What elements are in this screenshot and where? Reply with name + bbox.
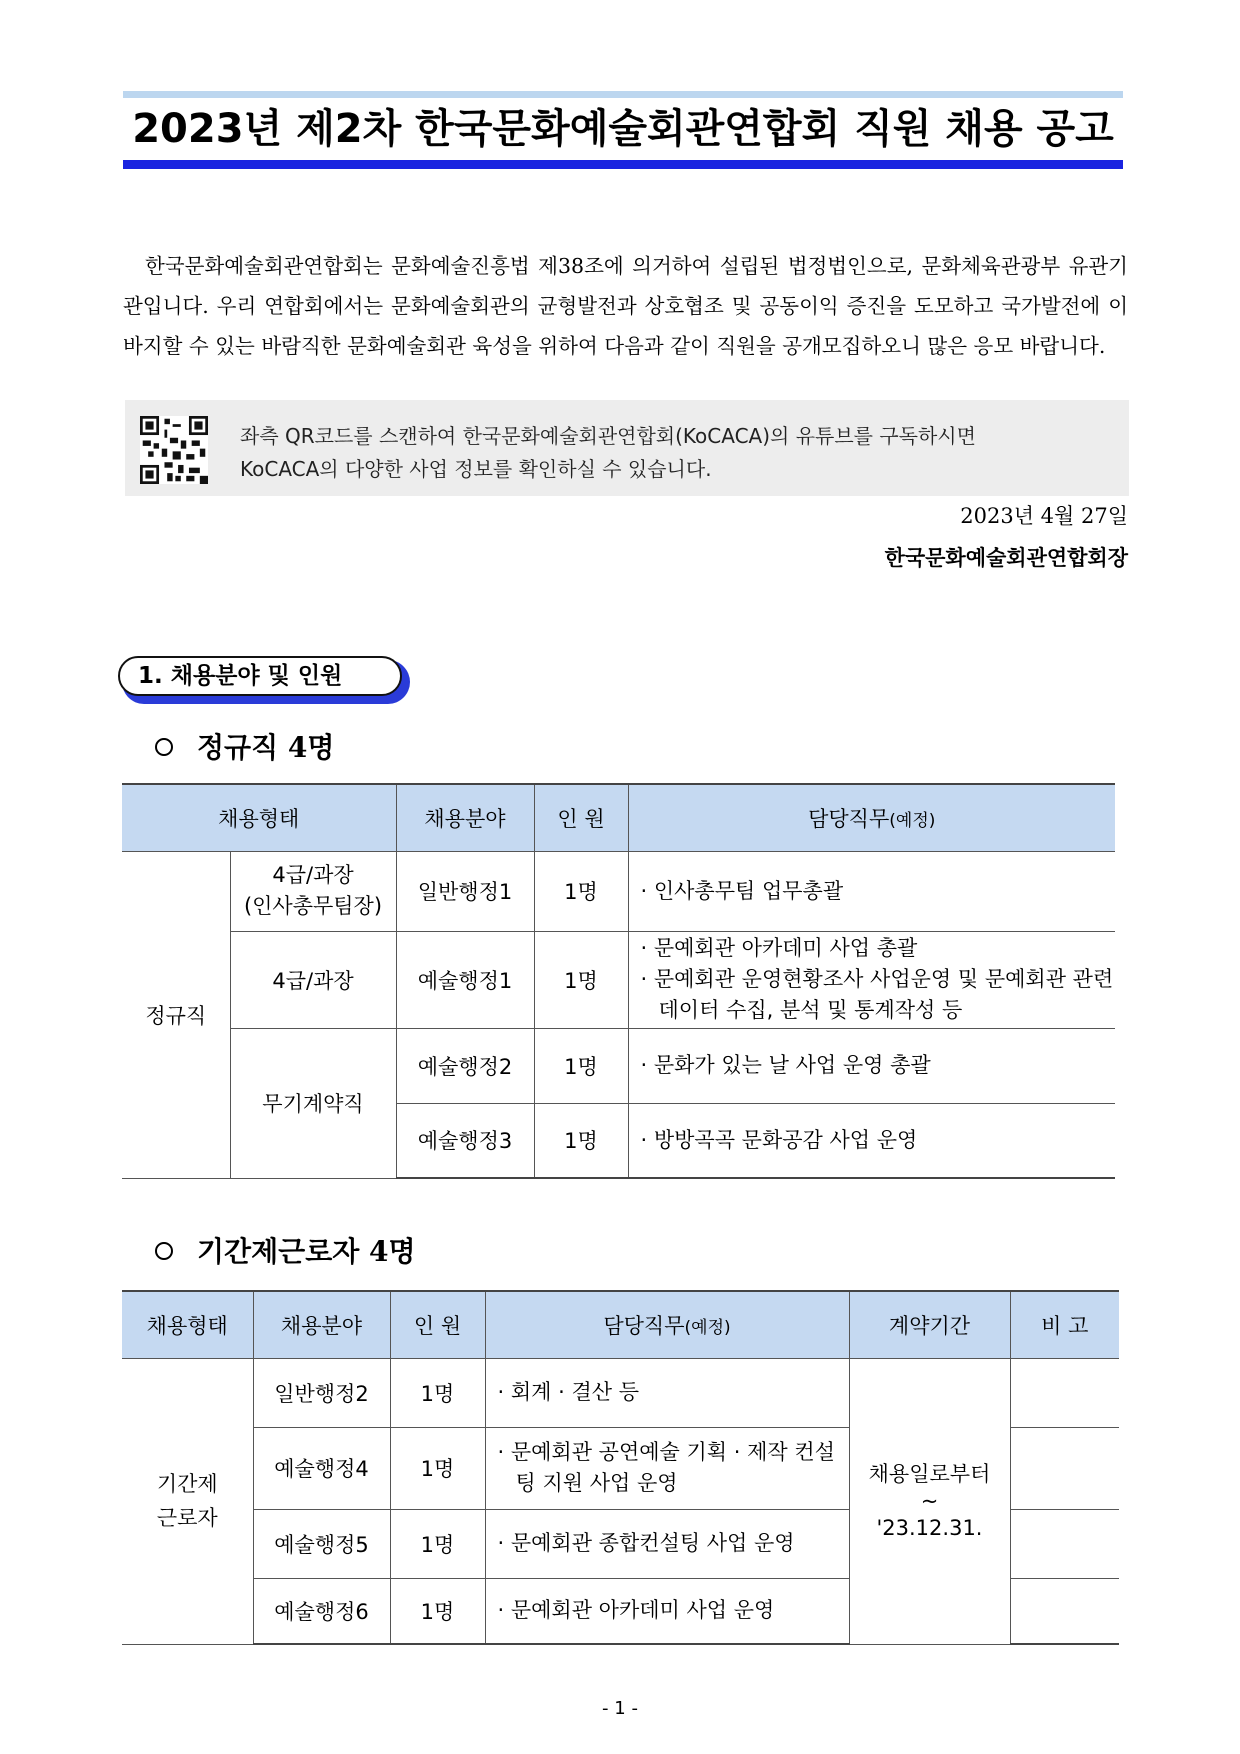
- table-row: [122, 851, 1115, 931]
- duty-item: · 방방곡곡 문화공감 사업 운영: [640, 1127, 918, 1152]
- field-cell: 예술행정5: [253, 1509, 390, 1578]
- subheading-contract-label: 기간제근로자 4명: [197, 1235, 416, 1268]
- col-count: 인 원: [534, 784, 628, 851]
- duty-item: · 문예회관 아카데미 사업 총괄: [640, 936, 918, 960]
- col-type: 채용형태: [122, 1291, 253, 1358]
- qr-notice-text: [240, 420, 1120, 486]
- subheading-regular-label: 정규직 4명: [197, 731, 335, 764]
- duty-cell: [628, 1028, 1115, 1103]
- duty-cell: [628, 851, 1115, 931]
- col-type: 채용형태: [122, 784, 396, 851]
- col-duty: [628, 784, 1115, 851]
- table-row: [122, 931, 1115, 1028]
- period-cell: [849, 1358, 1010, 1644]
- rank-cell: [230, 851, 396, 931]
- field-cell: 예술행정1: [396, 931, 534, 1028]
- count-cell: 1명: [534, 1028, 628, 1103]
- col-field: 채용분야: [396, 784, 534, 851]
- field-cell: 예술행정2: [396, 1028, 534, 1103]
- title-bottom-bar: [123, 160, 1123, 169]
- table-header-row: [122, 784, 1115, 851]
- rank-cell: 4급/과장: [230, 931, 396, 1028]
- table-row: [122, 1358, 1119, 1427]
- table-row: [122, 1028, 1115, 1103]
- section-heading: 1. 채용분야 및 인원: [118, 656, 402, 696]
- duty-cell: [485, 1509, 849, 1578]
- duty-item: · 인사총무팀 업무총괄: [640, 878, 844, 903]
- col-note: 비 고: [1010, 1291, 1119, 1358]
- note-cell: [1010, 1427, 1119, 1509]
- duty-cell: [628, 931, 1115, 1028]
- signer: 한국문화예술회관연합회장: [884, 545, 1128, 570]
- regular-staff-table: [122, 783, 1115, 1179]
- count-cell: 1명: [390, 1578, 485, 1644]
- subheading-contract: [155, 1230, 416, 1270]
- note-cell: [1010, 1358, 1119, 1427]
- duty-cell: [485, 1427, 849, 1509]
- group-line: 근로자: [156, 1506, 218, 1530]
- circle-bullet-icon: [155, 738, 173, 756]
- group-cell: 정규직: [122, 851, 230, 1178]
- col-duty-label: 담당직무: [603, 1313, 685, 1338]
- col-period: 계약기간: [849, 1291, 1010, 1358]
- duty-item: · 회계 · 결산 등: [497, 1380, 639, 1404]
- rank-label: 4급/과장: [272, 863, 354, 887]
- duty-cell: [485, 1358, 849, 1427]
- group-cell: [122, 1358, 253, 1644]
- table-header-row: [122, 1291, 1119, 1358]
- announcement-date: 2023년 4월 27일: [960, 504, 1128, 528]
- duty-cell: [485, 1578, 849, 1644]
- qr-code-icon[interactable]: [140, 416, 208, 484]
- field-cell: 일반행정1: [396, 851, 534, 931]
- duty-item: · 문예회관 운영현황조사 사업운영 및 문예회관 관련 데이터 수집, 분석 및 통계작성 등: [640, 967, 1114, 1022]
- field-cell: 예술행정3: [396, 1103, 534, 1178]
- col-duty-note: (예정): [889, 810, 936, 831]
- col-duty: [485, 1291, 849, 1358]
- count-cell: 1명: [534, 851, 628, 931]
- title-top-bar: [123, 91, 1123, 98]
- period-line: 채용일로부터: [868, 1461, 991, 1486]
- rank-note: (인사총무팀장): [243, 894, 383, 918]
- field-cell: 예술행정4: [253, 1427, 390, 1509]
- count-cell: 1명: [390, 1427, 485, 1509]
- count-cell: 1명: [390, 1509, 485, 1578]
- duty-item: · 문예회관 공연예술 기획 · 제작 컨설팅 지원 사업 운영: [497, 1440, 835, 1495]
- col-field: 채용분야: [253, 1291, 390, 1358]
- field-cell: 일반행정2: [253, 1358, 390, 1427]
- col-count: 인 원: [390, 1291, 485, 1358]
- col-duty-note: (예정): [684, 1317, 731, 1338]
- period-line: '23.12.31.: [876, 1515, 983, 1540]
- qr-notice-line-1: 좌측 QR코드를 스캔하여 한국문화예술회관연합회(KoCACA)의 유튜브를 구독하시면: [240, 424, 976, 448]
- count-cell: 1명: [534, 1103, 628, 1178]
- qr-notice-line-2: KoCACA의 다양한 사업 정보를 확인하실 수 있습니다.: [240, 457, 712, 481]
- duty-cell: [628, 1103, 1115, 1178]
- rank-cell: 무기계약직: [230, 1028, 396, 1178]
- duty-item: · 문예회관 종합컨설팅 사업 운영: [497, 1531, 795, 1555]
- subheading-regular: [155, 726, 334, 766]
- page-number: - 1 -: [602, 1698, 638, 1719]
- page-title: 2023년 제2차 한국문화예술회관연합회 직원 채용 공고: [132, 106, 1114, 152]
- note-cell: [1010, 1578, 1119, 1644]
- note-cell: [1010, 1509, 1119, 1578]
- duty-item: · 문화가 있는 날 사업 운영 총괄: [640, 1053, 931, 1077]
- circle-bullet-icon: [155, 1242, 173, 1260]
- field-cell: 예술행정6: [253, 1578, 390, 1644]
- intro-paragraph: 한국문화예술회관연합회는 문화예술진흥법 제38조에 의거하여 설립된 법정법인으로, 문화체육관광부 유관기관입니다. 우리 연합회에서는 문화예술회관의 균형발전과 상호협조 및 공동이익 증진을 도모하고 국가발전에 이바지할 수 있는 바람직한 문화예술회관 육성을 위하여 다음과 같이 직원을 공개모집하오니 많은 응모 바랍니다.: [123, 254, 1128, 358]
- duty-item: · 문예회관 아카데미 사업 운영: [497, 1598, 775, 1623]
- group-line: 기간제: [156, 1472, 218, 1496]
- period-line: ~: [920, 1488, 939, 1513]
- count-cell: 1명: [390, 1358, 485, 1427]
- contract-staff-table: [122, 1290, 1119, 1645]
- col-duty-label: 담당직무: [808, 806, 890, 831]
- count-cell: 1명: [534, 931, 628, 1028]
